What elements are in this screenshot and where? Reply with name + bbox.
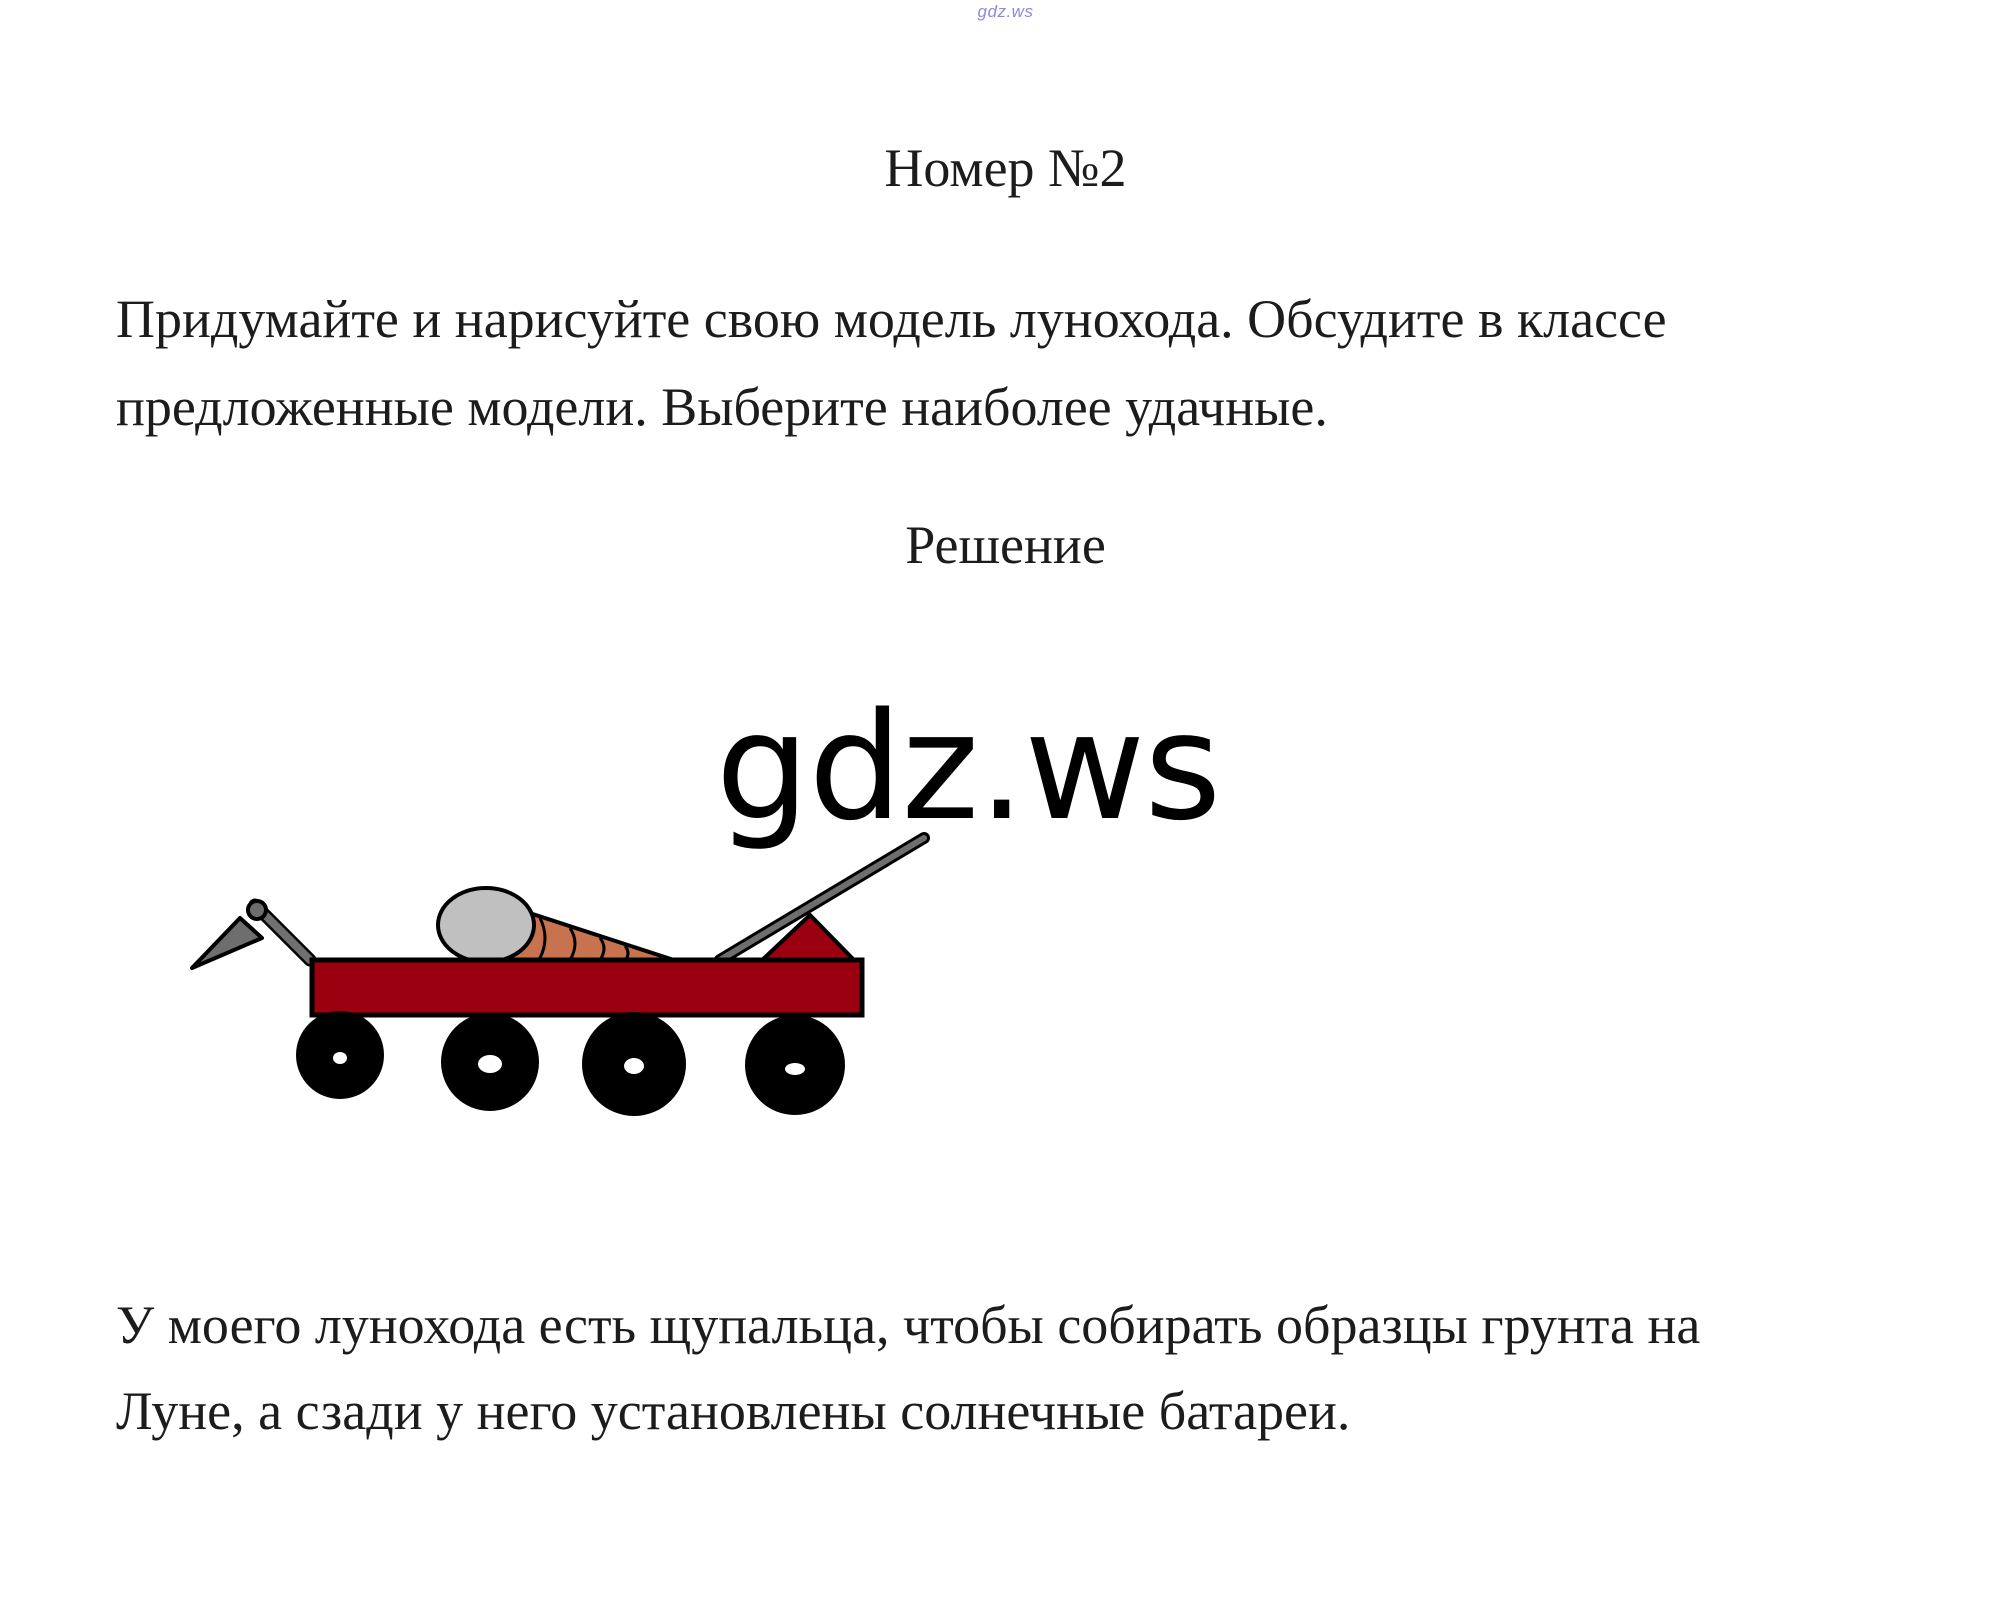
task-text-line: Придумайте и нарисуйте свою модель лунохода. Обсудите в классе <box>116 289 1667 349</box>
wheel <box>745 1015 845 1115</box>
wheel <box>441 1013 539 1111</box>
rover-body <box>312 960 862 1015</box>
header-watermark: gdz.ws <box>977 2 1034 21</box>
answer-text-line: У моего лунохода есть щупальца, чтобы собирать образцы грунта на <box>116 1295 1701 1355</box>
wheel <box>582 1012 686 1116</box>
task-title: Номер №2 <box>884 138 1127 198</box>
dome <box>438 888 534 962</box>
tentacle-arm <box>192 901 310 968</box>
wheel <box>296 1011 384 1099</box>
answer-text <box>116 1282 1976 1454</box>
task-text-line: предложенные модели. Выберите наиболее удачные. <box>116 377 1328 437</box>
answer-text-line: Луне, а сзади у него установлены солнечные батареи. <box>116 1381 1351 1441</box>
solution-title: Решение <box>905 515 1106 575</box>
center-watermark: gdz.ws <box>715 681 1221 853</box>
